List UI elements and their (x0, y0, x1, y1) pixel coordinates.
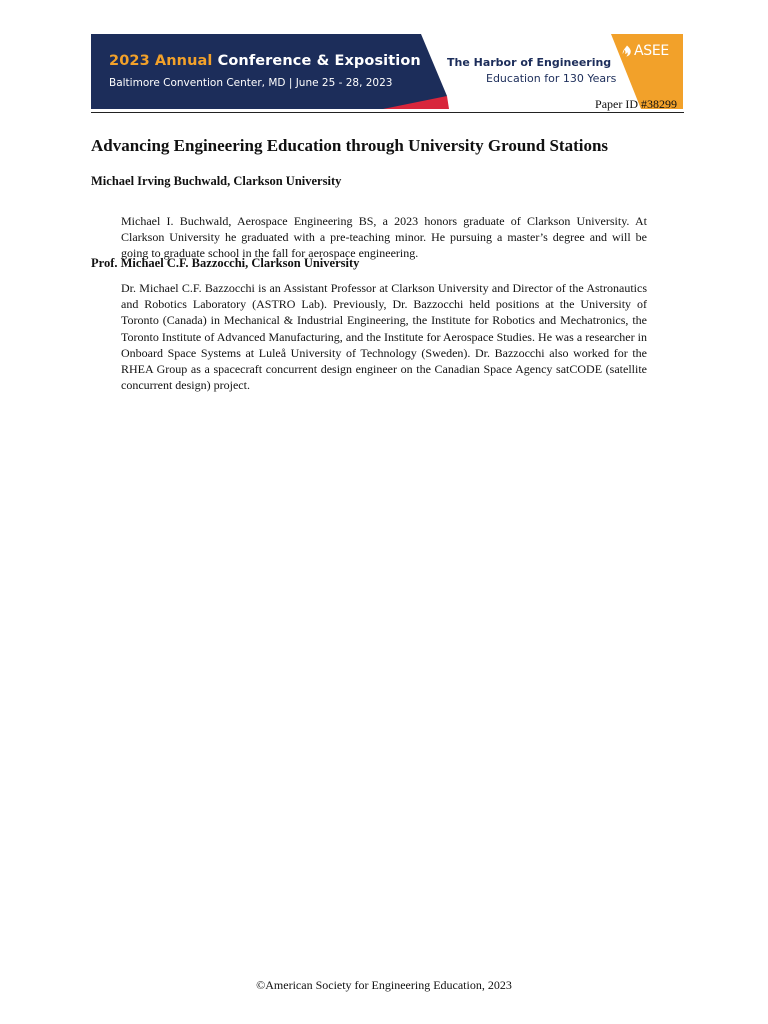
paper-id: Paper ID #38299 (595, 97, 677, 111)
author-bio-1: Michael I. Buchwald, Aerospace Engineering BS, a 2023 honors graduate of Clarkson University. At Clarkson University he graduated with a pre-teaching minor. He pursuing a master’s degree and will be going to graduate school in the fall for aerospace engineering. (121, 214, 647, 261)
author-bio-2: Dr. Michael C.F. Bazzocchi is an Assistant Professor at Clarkson University and Director of the Astronautics and Robotics Laboratory (ASTRO Lab). Previously, Dr. Bazzocchi held positions at the University of Toronto (Canada) in Mechanical & Industrial Engineering, the Institute for Robotics and Mechatronics, the Toronto Institute of Advanced Manufacturing, and the Institute for Aerospace Studies. He was a researcher in Onboard Space Systems at Luleå University of Technology (Sweden). Dr. Bazzocchi also worked for the RHEA Group as a spacecraft concurrent design engineer on the Canadian Space Agency satCODE (satellite concurrent design) project. (121, 281, 647, 393)
conference-year: 2023 Annual (109, 53, 213, 69)
conference-venue: Baltimore Convention Center, MD | June 25 - 28, 2023 (109, 77, 393, 89)
author-heading-2: Prof. Michael C.F. Bazzocchi, Clarkson University (91, 256, 360, 270)
asee-flame-icon (621, 45, 633, 57)
conference-name: Conference & Exposition (217, 53, 421, 69)
header-divider (91, 112, 684, 113)
author-heading-1: Michael Irving Buchwald, Clarkson University (91, 174, 342, 188)
conference-title (109, 53, 421, 69)
asee-logo (621, 43, 669, 59)
banner-tagline-line1: The Harbor of Engineering (447, 56, 612, 69)
paper-title: Advancing Engineering Education through University Ground Stations (91, 136, 609, 155)
banner-tagline-line2: Education for 130 Years (486, 72, 617, 85)
copyright-footer: ©American Society for Engineering Education, 2023 (256, 978, 512, 992)
asee-logo-text: ASEE (634, 43, 669, 59)
